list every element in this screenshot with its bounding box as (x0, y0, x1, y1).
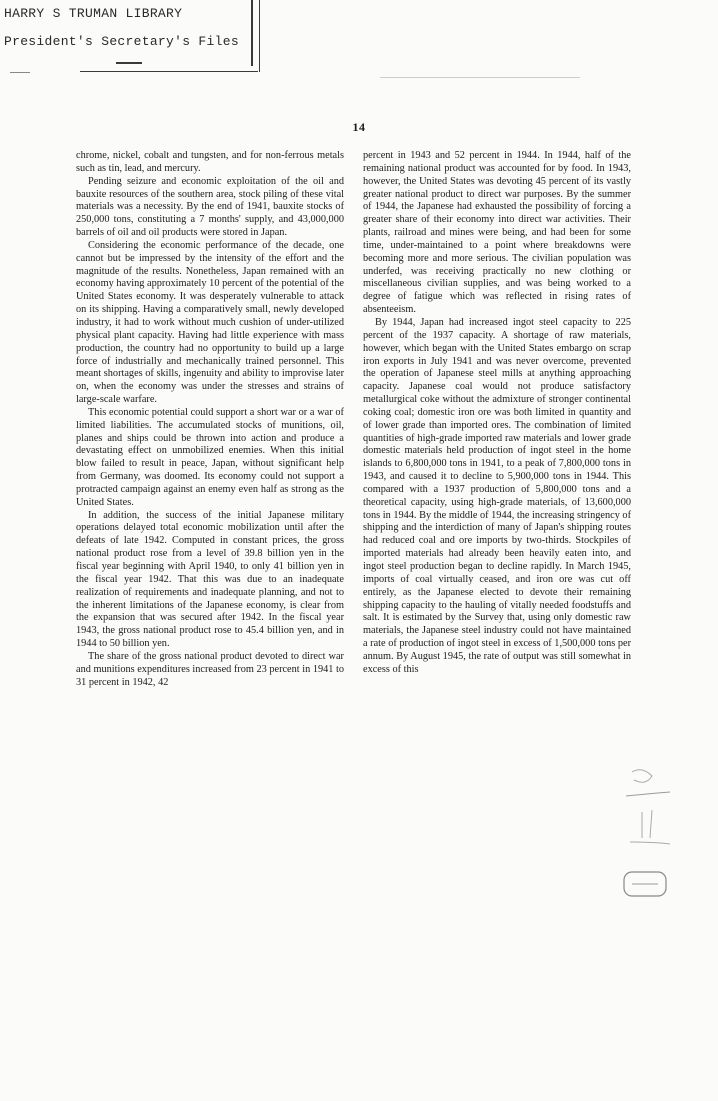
page-number: 14 (352, 120, 366, 134)
library-stamp-line: HARRY S TRUMAN LIBRARY (4, 6, 183, 21)
paragraph: This economic potential could support a short war or a war of limited liabilities. The accumulated stocks of munitions, oil, planes and ships could be thrown into action and produce a devastating effect on unmobilized enemies. When this initial blow failed to result in peace, Japan, without significant help from Germany, was doomed. Its economy could not support a protracted campaign against an enemy even half as strong as the United States. (76, 406, 344, 508)
paragraph: chrome, nickel, cobalt and tungsten, and for non-ferrous metals such as tin, lead, and mercury. (76, 150, 344, 174)
stamp-border-bottom (80, 71, 258, 72)
stamp-border-vertical (251, 0, 253, 66)
paragraph: Considering the economic performance of the decade, one cannot but be impressed by the intensity of the effort and the magnitude of the results. Nonetheless, Japan remained with an economy having approximately 10 percent of the potential of the United States economy. It was desperately vulnerable to attack on its shipping. Having a comparatively small, newly developed industry, it had to work without much cushion of under-utilized physical plant capacity. Having had little experience with mass production, the country had no opportunity to build up a large force of industrially and mechanically trained personnel. This meant shortages of skills, ingenuity and ability to improvise later on, when the economy was under the stresses and strains of large-scale warfare. (76, 239, 344, 406)
files-stamp-line: President's Secretary's Files (4, 34, 239, 49)
paragraph: By 1944, Japan had increased ingot steel capacity to 225 percent of the 1937 capacity. A shortage of raw materials, however, which began with the United States embargo on scrap iron exports in July 1941 and was never overcome, prevented the operation of Japanese steel mills at anything approaching capacity. Japanese coal would not produce satisfactory metallurgical coke without the admixture of stronger continental coking coal; domestic iron ore was both limited in quantity and of lower grade than imported ores. The combination of limited quantities of high-grade imported raw materials and lower grade domestic materials held production of ingot steel in the home islands to 6,800,000 tons in 1941, to a peak of 7,800,000 tons in 1943, and caused it to decline to 5,900,000 tons in 1944. This compared with a 1937 production of 5,800,000 tons and a theoretical capacity, using high-grade materials, of 13,600,000 tons in 1944. By the middle of 1944, the increasing stringency of shipping and the interdiction of many of Japan's shipping routes had reduced coal and ore imports by two-thirds. Stockpiles of imported materials had already been heavily eaten into, and ingot steel production began to decline rapidly. In March 1945, imports of coal virtually ceased, and iron ore was cut off entirely, as the Japanese elected to devote their remaining shipping capacity to the hauling of vitally needed foodstuffs and salt. It is estimated by the Survey that, using only domestic raw materials, the Japanese steel industry could not have maintained a rate of production of ingot steel in excess of 1,500,000 tons per annum. By August 1945, the rate of output was still somewhat in excess of this (363, 316, 631, 675)
text-column-left (76, 150, 344, 689)
paragraph: Pending seizure and economic exploitation of the oil and bauxite resources of the southern area, stock piling of these vital materials was a necessity. By the end of 1941, bauxite stocks of 250,000 tons, constituting a 7 months' supply, and 43,000,000 barrels of oil and oil products were stored in Japan. (76, 175, 344, 239)
paragraph: percent in 1943 and 52 percent in 1944. In 1944, half of the remaining national product was accounted for by food. In 1943, however, the United States was devoting 45 percent of its vastly greater national product to direct war purposes. By the summer of 1944, the Japanese had exhausted the possibility of forcing a greater share of their economy into direct war activities. Their plants, railroad and mines were being, and had been for some time, under-maintained to a point where breakdowns were becoming more and more serious. The civilian population was underfed, was receiving practically no new clothing or miscellaneous civilian supplies, and was being worked to a degree of fatigue which was reflected in rising rates of absenteeism. (363, 150, 631, 316)
paragraph: The share of the gross national product devoted to direct war and munitions expenditures increased from 23 percent in 1941 to 31 percent in 1942, 42 (76, 650, 344, 688)
paragraph: In addition, the success of the initial Japanese military operations delayed total economic mobilization until after the defeats of late 1942. Computed in constant prices, the gross national product rose from a level of 39.8 billion yen in the fiscal year beginning with April 1940, to only 41 billion yen in the fiscal year 1942. That this was due to an inadequate realization of requirements and inadequate planning, and not to the inherent limitations of the Japanese economy, is clear from the expansion that was secured after 1942. In the fiscal year 1943, the gross national product rose to 45.4 billion yen, and in 1944 to 50 billion yen. (76, 509, 344, 650)
margin-dash (10, 72, 30, 73)
stamp-border-vertical-2 (259, 0, 260, 72)
stamp-dash (116, 62, 142, 64)
faint-rule (380, 77, 580, 78)
text-column-right (363, 150, 631, 677)
margin-scribble-drawing (612, 760, 682, 900)
